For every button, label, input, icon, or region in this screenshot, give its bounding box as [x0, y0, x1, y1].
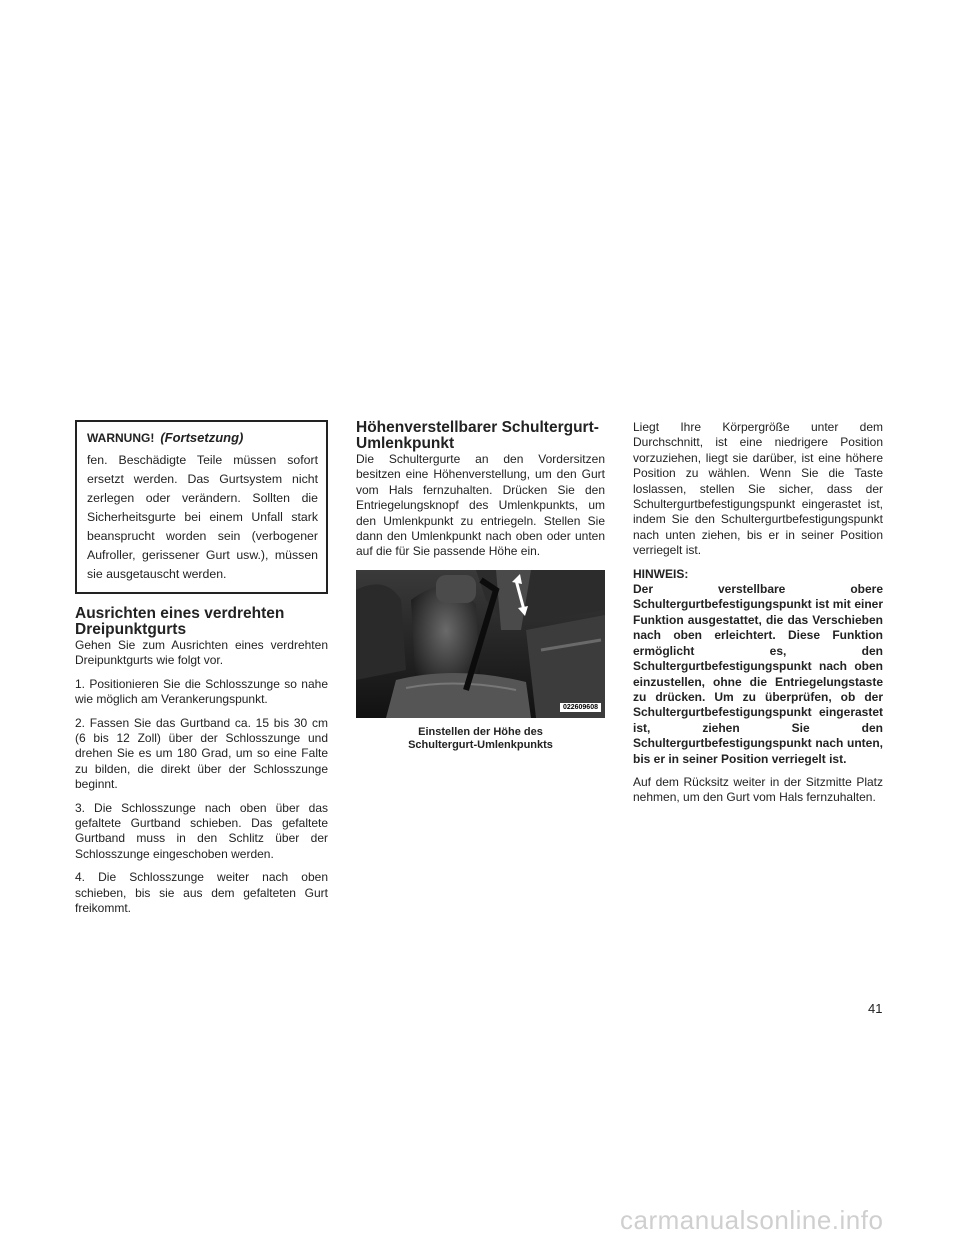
note-text: Der verstellbare obere Schultergurtbefestigungspunkt ist mit einer Funktion ausgestattet, die das Verschieben nach oben erleichtert. Diese Funktion ermöglicht es, den Schultergurtbefestigungspunkt nach oben einzustellen, ohne die Entriegelungstaste zu drücken. Um zu überprüfen, ob der Schultergurtbefestigungspunkt eingerastet ist, ziehen Sie den Schultergurtbefestigungspunkt nach unten, bis er in seiner Position verriegelt ist. — [633, 582, 883, 766]
step-4: 4. Die Schlosszunge weiter nach oben schieben, bis sie aus dem gefalteten Gurt freikommt. — [75, 870, 328, 916]
warning-text: fen. Beschädigte Teile müssen sofort ersetzt werden. Das Gurtsystem nicht zerlegen oder verändern. Sollten die Sicherheitsgurte bei einem Unfall stark beansprucht worden sein (verbogener Aufroller, gerissener Gurt usw.), müssen sie ausgetauscht werden. — [87, 453, 318, 581]
seat-illustration — [356, 570, 605, 718]
right-column — [633, 420, 883, 806]
figure-code: 022609608 — [560, 703, 601, 712]
warning-title — [87, 430, 318, 445]
step-1: 1. Positionieren Sie die Schlosszunge so nahe wie möglich am Verankerungspunkt. — [75, 676, 328, 707]
page-number: 41 — [868, 1001, 883, 1016]
section-intro: Gehen Sie zum Ausrichten eines verdrehten Dreipunktgurts wie folgt vor. — [75, 638, 328, 668]
middle-column — [356, 420, 605, 752]
left-column — [75, 420, 328, 917]
warning-box — [75, 420, 328, 594]
warning-label: WARNUNG! — [87, 431, 155, 445]
rear-seat-text: Auf dem Rücksitz weiter in der Sitzmitte Platz nehmen, um den Gurt vom Hals fernzuhalten. — [633, 774, 883, 805]
section-text-height: Liegt Ihre Körpergröße unter dem Durchschnitt, ist eine niedrigere Position vorzuziehen, liegt sie darüber, ist eine höhere Position zu wählen. Wenn Sie die Taste loslassen, stellen Sie sicher, dass der Schultergurtbefestigungspunkt eingerastet ist, indem Sie den Schultergurtbefestigungspunkt nach unten ziehen, bis er in seiner Position verriegelt ist. — [633, 420, 883, 558]
section-text-shoulder-belt: Die Schultergurte an den Vordersitzen besitzen eine Höhenverstellung, um den Gurt vom Hals fernzuhalten. Drücken Sie den Entriegelungsknopf des Umlenkpunkts, um den Umlenkpunkt zu entriegeln. Stellen Sie dann den Umlenkpunkt nach oben oder unten auf die für Sie passende Höhe ein. — [356, 452, 605, 559]
section-title-twisted-belt: Ausrichten eines verdrehten Dreipunktgurts — [75, 605, 285, 638]
watermark: carmanualsonline.info — [620, 1205, 884, 1235]
figure-caption: Einstellen der Höhe des Schultergurt-Umlenkpunkts — [408, 725, 553, 751]
note-label: HINWEIS: — [633, 566, 689, 581]
warning-continued: (Fortsetzung) — [160, 430, 244, 445]
step-2: 2. Fassen Sie das Gurtband ca. 15 bis 30 cm (6 bis 12 Zoll) über der Schlosszunge und drehen Sie es um 180 Grad, um so eine Falte zu bilden, die direkt über der Schlosszunge beginnt. — [75, 715, 328, 792]
seat-photo — [356, 570, 605, 718]
step-3: 3. Die Schlosszunge nach oben über das gefaltete Gurtband schieben. Das gefaltete Gurtband muss in den Schlitz über der Schlosszunge eingeschoben werden. — [75, 800, 328, 861]
section-title-shoulder-belt: Höhenverstellbarer Schultergurt-Umlenkpunkt — [356, 419, 599, 452]
